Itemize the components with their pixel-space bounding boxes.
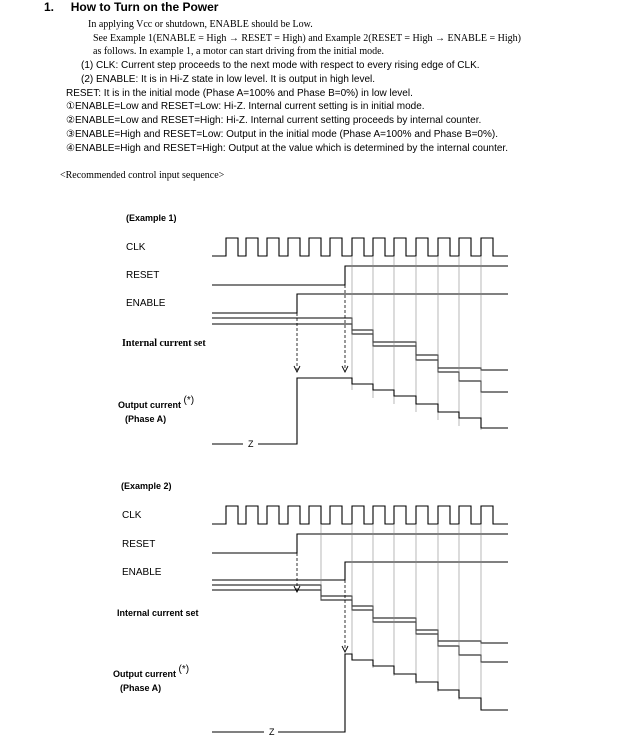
- example1-reset-wave: [212, 266, 508, 285]
- example1-phase-label: (Phase A): [125, 414, 167, 424]
- paragraph-examples: See Example 1(ENABLE = High → RESET = High) and Example 2(RESET = High → ENABLE = High): [93, 33, 521, 44]
- example2-output-text: Output current: [113, 669, 176, 679]
- paragraph-case-4: ④ENABLE=High and RESET=High: Output at the value which is determined by the internal counter.: [66, 143, 508, 154]
- paragraph-clk: (1) CLK: Current step proceeds to the next mode with respect to every rising edge of CLK.: [81, 60, 480, 71]
- example1-z-label: Z: [248, 439, 254, 449]
- example1-enable-wave: [212, 294, 508, 313]
- example1-internal-lower: [212, 324, 508, 392]
- example2-clk-label: CLK: [122, 510, 142, 521]
- example2-z-label: Z: [269, 727, 275, 737]
- example2-enable-wave: [212, 562, 508, 580]
- example2-title: (Example 2): [121, 481, 172, 491]
- example1-clk-wave: [212, 238, 508, 256]
- example2-reset-wave: [212, 534, 508, 553]
- example1-internal-upper: [212, 318, 508, 370]
- example1-internal-label: Internal current set: [122, 338, 206, 349]
- example2-output-wave: [278, 654, 508, 732]
- example1-output-text: Output current: [118, 400, 181, 410]
- section-number: 1.: [44, 0, 55, 14]
- example2-internal-upper: [212, 585, 508, 643]
- example1-diagram: [212, 238, 508, 444]
- example1-title: (Example 1): [126, 213, 177, 223]
- paragraph-example1-note: as follows. In example 1, a motor can start driving from the initial mode.: [93, 46, 385, 57]
- section-title: How to Turn on the Power: [70, 0, 219, 14]
- sequence-caption: <Recommended control input sequence>: [60, 170, 225, 181]
- example1-output-note: (*): [183, 395, 195, 406]
- example1-reset-label: RESET: [126, 270, 160, 281]
- example1-clk-label: CLK: [126, 242, 146, 253]
- example2-internal-label: Internal current set: [117, 608, 199, 618]
- paragraph-case-3: ③ENABLE=High and RESET=Low: Output in the initial mode (Phase A=100% and Phase B=0%).: [66, 129, 498, 140]
- example2-reset-label: RESET: [122, 539, 156, 550]
- paragraph-case-2: ②ENABLE=Low and RESET=High: Hi-Z. Internal current setting proceeds by internal counter.: [66, 115, 482, 126]
- example2-diagram: [212, 506, 508, 732]
- paragraph-vcc: In applying Vcc or shutdown, ENABLE should be Low.: [88, 19, 313, 30]
- example1-output-wave: [258, 378, 508, 444]
- paragraph-case-1: ①ENABLE=Low and RESET=Low: Hi-Z. Internal current setting is in initial mode.: [66, 101, 425, 112]
- example1-enable-label: ENABLE: [126, 298, 166, 309]
- example2-internal-lower: [212, 590, 508, 662]
- paragraph-enable: (2) ENABLE: It is in Hi-Z state in low level. It is output in high level.: [81, 74, 376, 85]
- example2-output-note: (*): [178, 664, 190, 675]
- example2-clk-wave: [212, 506, 508, 524]
- paragraph-reset: RESET: It is in the initial mode (Phase A=100% and Phase B=0%) in low level.: [66, 88, 413, 99]
- example2-phase-label: (Phase A): [120, 683, 162, 693]
- example2-enable-label: ENABLE: [122, 567, 162, 578]
